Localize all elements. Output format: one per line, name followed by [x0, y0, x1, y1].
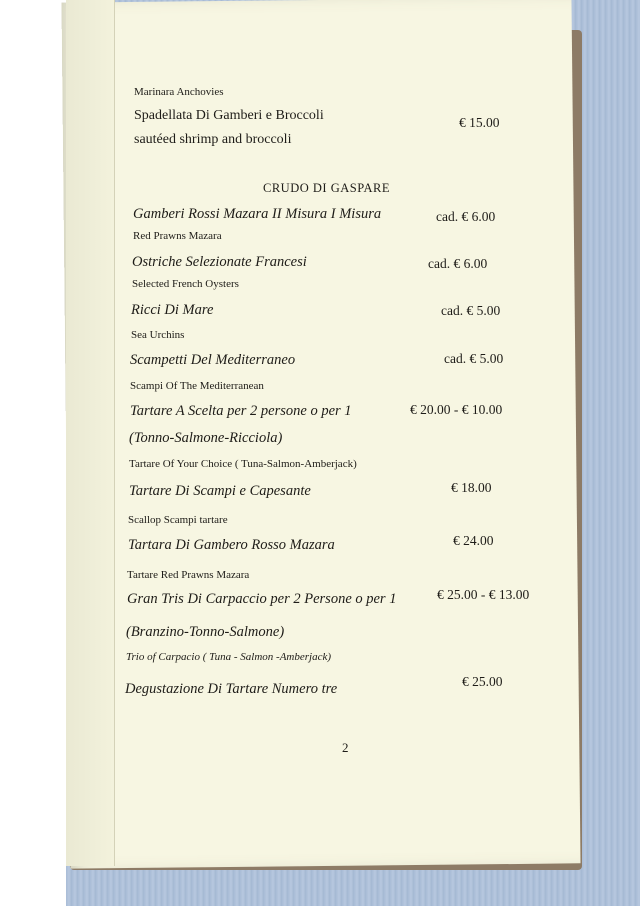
item-price: € 25.00: [462, 674, 503, 689]
item-price: cad. € 5.00: [441, 303, 501, 318]
item-subtitle: Tartare Red Prawns Mazara: [127, 569, 250, 581]
item-subtitle: Scampi Of The Mediterranean: [130, 380, 264, 392]
item-name: Spadellata Di Gamberi e Broccoli: [134, 108, 324, 123]
item-subtitle: Sea Urchins: [131, 329, 185, 341]
item-description: (Branzino-Tonno-Salmone): [126, 624, 285, 640]
item-name: Tartare Di Scampi e Capesante: [129, 483, 311, 499]
item-price: cad. € 6.00: [436, 209, 496, 224]
item-price: cad. € 6.00: [428, 256, 488, 271]
item-subtitle: Marinara Anchovies: [134, 86, 224, 98]
page-fold: [66, 0, 115, 866]
item-subtitle: Selected French Oysters: [132, 278, 239, 290]
item-subtitle: Tartare Of Your Choice ( Tuna-Salmon-Amberjack): [129, 458, 357, 470]
item-name: Degustazione Di Tartare Numero tre: [125, 681, 338, 697]
item-name: Gamberi Rossi Mazara II Misura I Misura: [133, 206, 382, 222]
item-name: Ostriche Selezionate Francesi: [132, 254, 307, 270]
item-name: Tartara Di Gambero Rosso Mazara: [128, 537, 335, 553]
item-price: € 24.00: [453, 533, 494, 548]
item-description: sautéed shrimp and broccoli: [134, 132, 292, 147]
item-price: € 15.00: [459, 115, 500, 130]
item-name: Scampetti Del Mediterraneo: [130, 352, 296, 368]
item-name: Tartare A Scelta per 2 persone o per 1: [130, 403, 352, 419]
section-title: CRUDO DI GASPARE: [263, 181, 391, 195]
item-name: Ricci Di Mare: [131, 302, 214, 318]
page-number: 2: [342, 740, 349, 755]
item-price: € 25.00 - € 13.00: [437, 587, 530, 602]
item-price: € 20.00 - € 10.00: [410, 402, 503, 417]
item-price: cad. € 5.00: [444, 351, 504, 366]
item-subtitle: Scallop Scampi tartare: [128, 514, 228, 526]
item-price: € 18.00: [451, 480, 492, 495]
item-subtitle: Trio of Carpacio ( Tuna - Salmon -Amberjack): [126, 651, 332, 663]
item-description: (Tonno-Salmone-Ricciola): [129, 430, 283, 446]
item-subtitle: Red Prawns Mazara: [133, 230, 222, 242]
item-name: Gran Tris Di Carpaccio per 2 Persone o per 1: [127, 591, 397, 607]
